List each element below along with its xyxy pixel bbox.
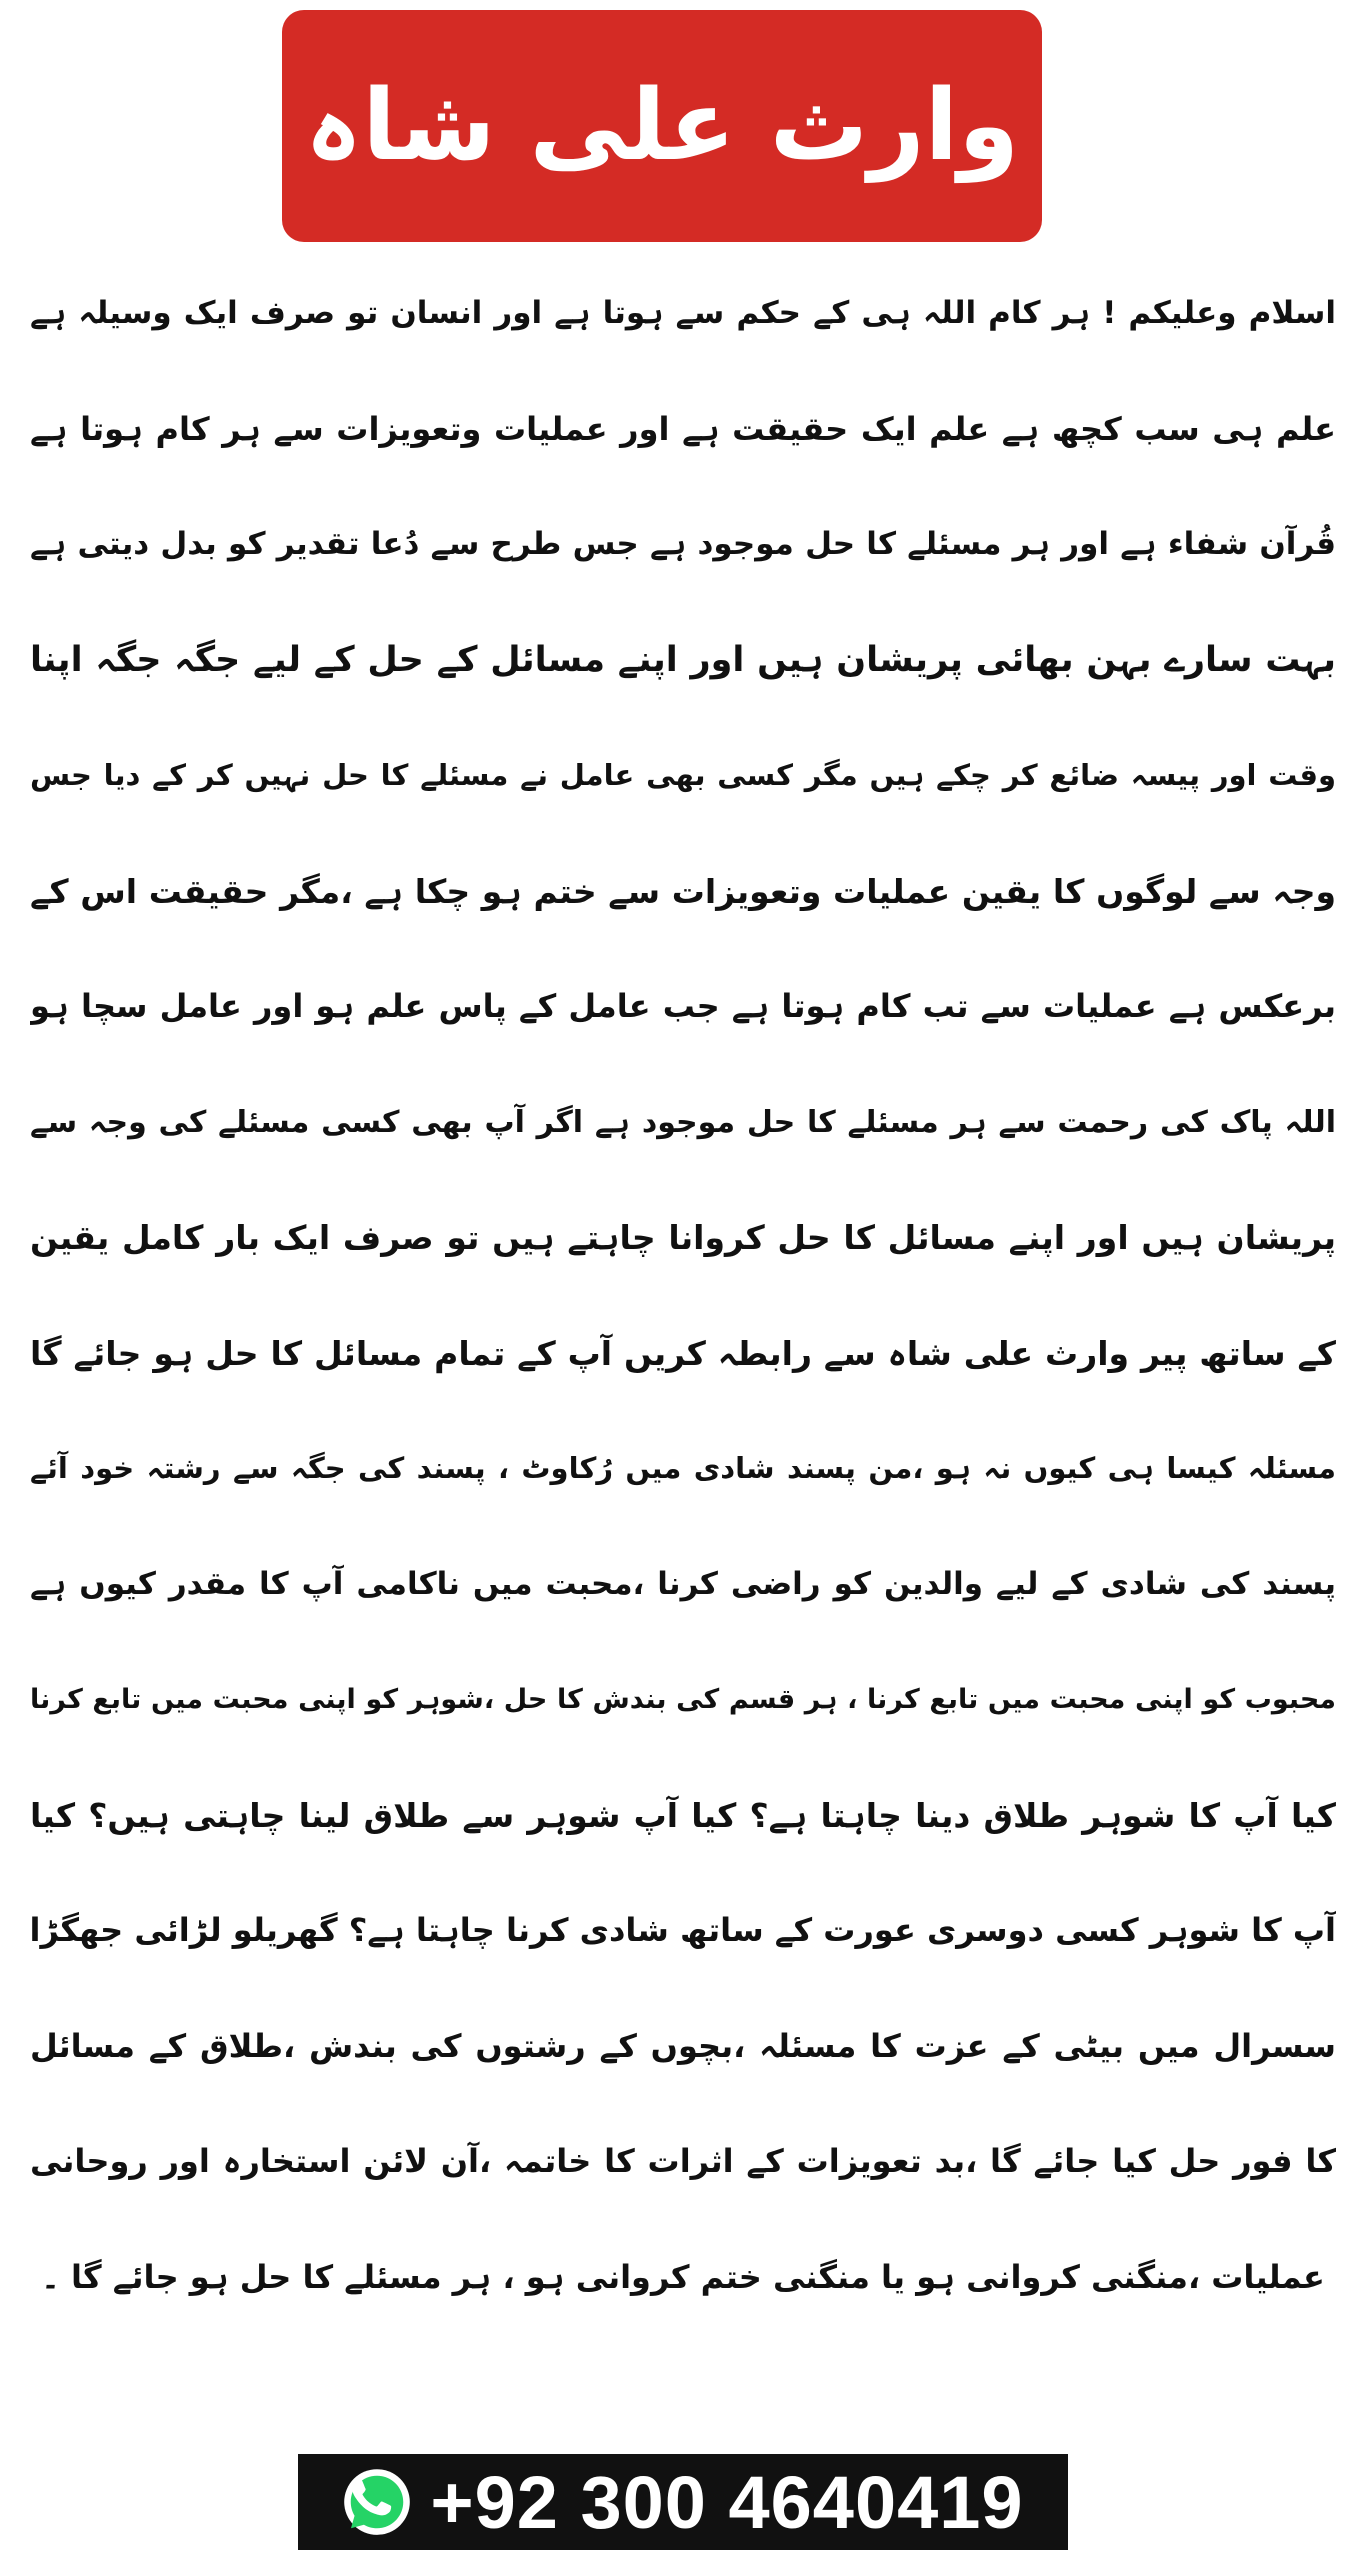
body-line: اسلام وعلیکم ! ہر کام اللہ ہی کے حکم سے ہوتا ہے اور انسان تو صرف ایک وسیلہ ہے: [30, 295, 1336, 331]
body-line: بہت سارے بہن بھائی پریشان ہیں اور اپنے مسائل کے حل کے لیے جگہ جگہ اپنا: [30, 639, 1336, 680]
page-title: وارث علی شاہ: [304, 69, 1020, 183]
body-line: پریشان ہیں اور اپنے مسائل کا حل کروانا چاہتے ہیں تو صرف ایک بار کامل یقین: [30, 1218, 1336, 1257]
body-line: علم ہی سب کچھ ہے علم ایک حقیقت ہے اور عملیات وتعویزات سے ہر کام ہوتا ہے: [30, 409, 1336, 448]
phone-number[interactable]: +92 300 4640419: [430, 2460, 1024, 2544]
advertisement-body: [30, 256, 1336, 2335]
contact-bar[interactable]: [298, 2454, 1068, 2550]
body-line: برعکس ہے عملیات سے تب کام ہوتا ہے جب عامل کے پاس علم ہو اور عامل سچا ہو: [30, 987, 1336, 1025]
body-line: مسئلہ کیسا ہی کیوں نہ ہو ،من پسند شادی میں رُکاوٹ ، پسند کی جگہ سے رشتہ خود آئے: [30, 1451, 1336, 1485]
body-line: عملیات ،منگنی کروانی ہو یا منگنی ختم کروانی ہو ، ہر مسئلے کا حل ہو جائے گا ۔: [41, 2257, 1325, 2296]
body-line: قُرآن شفاء ہے اور ہر مسئلے کا حل موجود ہے جس طرح سے دُعا تقدیر کو بدل دیتی ہے: [30, 526, 1336, 562]
body-line: سسرال میں بیٹی کے عزت کا مسئلہ ،بچوں کے رشتوں کی بندش ،طلاق کے مسائل: [30, 2026, 1336, 2065]
body-line: وجہ سے لوگوں کا یقین عملیات وتعویزات سے ختم ہو چکا ہے ،مگر حقیقت اس کے: [30, 871, 1336, 911]
body-line: محبوب کو اپنی محبت میں تابع کرنا ، ہر قسم کی بندش کا حل ،شوہر کو اپنی محبت میں تابع کرنا: [30, 1684, 1336, 1715]
body-line: کے ساتھ پیر وارث علی شاہ سے رابطہ کریں آپ کے تمام مسائل کا حل ہو جائے گا: [30, 1333, 1336, 1373]
body-line: کیا آپ کا شوہر طلاق دینا چاہتا ہے؟ کیا آپ شوہر سے طلاق لینا چاہتی ہیں؟ کیا: [30, 1795, 1336, 1835]
body-line: پسند کی شادی کے لیے والدین کو راضی کرنا ،محبت میں ناکامی آپ کا مقدر کیوں ہے: [30, 1565, 1336, 1602]
body-line: کا فور حل کیا جائے گا ،بد تعویزات کے اثرات کا خاتمہ ،آن لائن استخارہ اور روحانی: [30, 2142, 1336, 2180]
whatsapp-icon: [342, 2467, 412, 2537]
title-banner: [282, 10, 1042, 242]
body-line: اللہ پاک کی رحمت سے ہر مسئلے کا حل موجود ہے اگر آپ بھی کسی مسئلے کی وجہ سے: [30, 1104, 1336, 1140]
body-line: وقت اور پیسہ ضائع کر چکے ہیں مگر کسی بھی عامل نے مسئلے کا حل نہیں کر کے دیا جس: [30, 758, 1336, 792]
body-line: آپ کا شوہر کسی دوسری عورت کے ساتھ شادی کرنا چاہتا ہے؟ گھریلو لڑائی جھگڑا: [30, 1911, 1336, 1949]
